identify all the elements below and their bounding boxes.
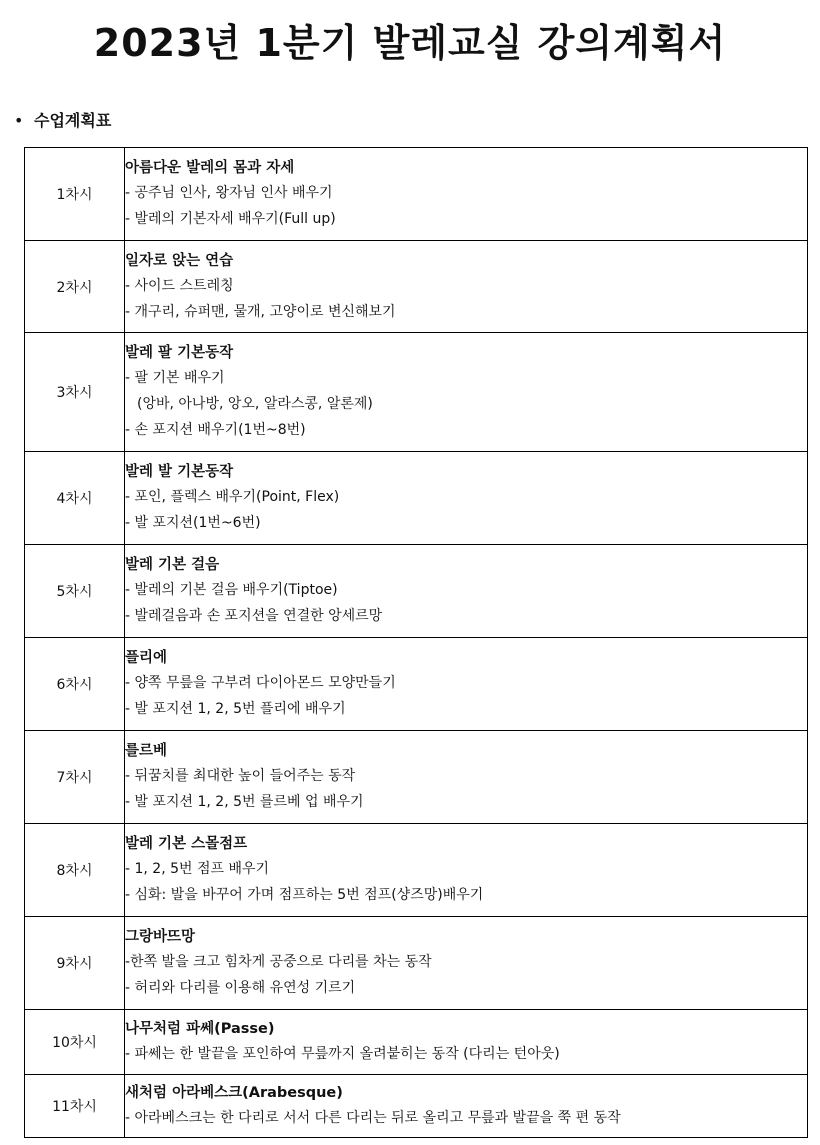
lesson-plan-table xyxy=(24,147,808,1138)
session-detail-line: - 포인, 플렉스 배우기(Point, Flex) xyxy=(125,489,340,505)
session-detail-line: - 양쪽 무릎을 구부려 다이아몬드 모양만들기 xyxy=(125,675,396,691)
session-content xyxy=(125,241,808,333)
lesson-plan-body xyxy=(25,148,808,1138)
session-content xyxy=(125,333,808,452)
session-detail-line: - 공주님 인사, 왕자님 인사 배우기 xyxy=(125,185,333,201)
session-detail-line: - 발레의 기본 걸음 배우기(Tiptoe) xyxy=(125,582,338,598)
session-detail-line: - 손 포지션 배우기(1번~8번) xyxy=(125,422,306,438)
table-row xyxy=(25,333,808,452)
session-topic: 발레 기본 스몰점프 xyxy=(125,836,248,852)
session-content xyxy=(125,452,808,545)
session-number: 8차시 xyxy=(25,824,125,917)
session-content xyxy=(125,917,808,1010)
session-detail-line: - 사이드 스트레칭 xyxy=(125,277,234,294)
session-number: 11차시 xyxy=(25,1075,125,1138)
session-content xyxy=(125,1075,808,1138)
session-number: 9차시 xyxy=(25,917,125,1010)
session-number: 4차시 xyxy=(25,452,125,545)
table-row xyxy=(25,917,808,1010)
session-detail-line: - 아라베스크는 한 다리로 서서 다른 다리는 뒤로 올리고 무릎과 발끝을 쭉 편 동작 xyxy=(125,1110,621,1126)
session-content xyxy=(125,545,808,638)
session-detail-line: - 발레의 기본자세 배우기(Full up) xyxy=(125,211,336,227)
session-detail-line: - 발 포지션 1, 2, 5번 를르베 업 배우기 xyxy=(125,794,364,810)
section-heading xyxy=(14,108,111,131)
session-topic: 나무처럼 파쎄(Passe) xyxy=(125,1021,275,1037)
session-detail-line: - 1, 2, 5번 점프 배우기 xyxy=(125,861,270,877)
session-detail-line: - 심화: 발을 바꾸어 가며 점프하는 5번 점프(샹즈망)배우기 xyxy=(125,887,484,903)
session-topic: 발레 팔 기본동작 xyxy=(125,345,234,361)
section-label: 수업계획표 xyxy=(34,111,112,130)
table-row xyxy=(25,148,808,241)
table-row xyxy=(25,731,808,824)
session-detail-line: - 팔 기본 배우기 xyxy=(125,370,225,386)
session-number: 5차시 xyxy=(25,545,125,638)
session-detail-line: - 개구리, 슈퍼맨, 물개, 고양이로 변신해보기 xyxy=(125,303,396,320)
table-row xyxy=(25,545,808,638)
session-content xyxy=(125,824,808,917)
session-detail-line: (앙바, 아나방, 앙오, 알라스콩, 알론제) xyxy=(137,396,373,412)
session-topic: 발레 발 기본동작 xyxy=(125,464,234,480)
session-detail-line: - 발 포지션(1번~6번) xyxy=(125,515,261,531)
bullet-icon: • xyxy=(14,111,24,130)
table-row xyxy=(25,824,808,917)
session-detail-line: - 허리와 다리를 이용해 유연성 기르기 xyxy=(125,980,356,996)
session-topic: 발레 기본 걸음 xyxy=(125,557,220,573)
session-detail-line: -한쪽 발을 크고 힘차게 공중으로 다리를 차는 동작 xyxy=(125,954,432,970)
table-row xyxy=(25,452,808,545)
session-content xyxy=(125,638,808,731)
session-topic: 새처럼 아라베스크(Arabesque) xyxy=(125,1085,343,1101)
session-topic: 그랑바뜨망 xyxy=(125,929,196,945)
session-topic: 플리에 xyxy=(125,650,168,666)
session-topic: 를르베 xyxy=(125,743,168,759)
session-number: 2차시 xyxy=(25,241,125,333)
session-detail-line: - 뒤꿈치를 최대한 높이 들어주는 동작 xyxy=(125,768,356,784)
session-number: 3차시 xyxy=(25,333,125,452)
session-number: 10차시 xyxy=(25,1010,125,1075)
session-content xyxy=(125,731,808,824)
session-detail-line: - 발 포지션 1, 2, 5번 플리에 배우기 xyxy=(125,701,346,717)
table-row xyxy=(25,241,808,333)
table-row xyxy=(25,1075,808,1138)
session-topic: 아름다운 발레의 몸과 자세 xyxy=(125,160,295,176)
table-row xyxy=(25,1010,808,1075)
session-topic: 일자로 앉는 연습 xyxy=(125,252,234,269)
table-row xyxy=(25,638,808,731)
session-content xyxy=(125,1010,808,1075)
session-detail-line: - 파쎄는 한 발끝을 포인하여 무릎까지 올려붙히는 동작 (다리는 턴아웃) xyxy=(125,1046,560,1062)
session-content xyxy=(125,148,808,241)
session-detail-line: - 발레걸음과 손 포지션을 연결한 앙세르망 xyxy=(125,608,383,624)
session-number: 7차시 xyxy=(25,731,125,824)
document-title: 2023년 1분기 발레교실 강의계획서 xyxy=(93,21,727,65)
session-number: 6차시 xyxy=(25,638,125,731)
session-number: 1차시 xyxy=(25,148,125,241)
